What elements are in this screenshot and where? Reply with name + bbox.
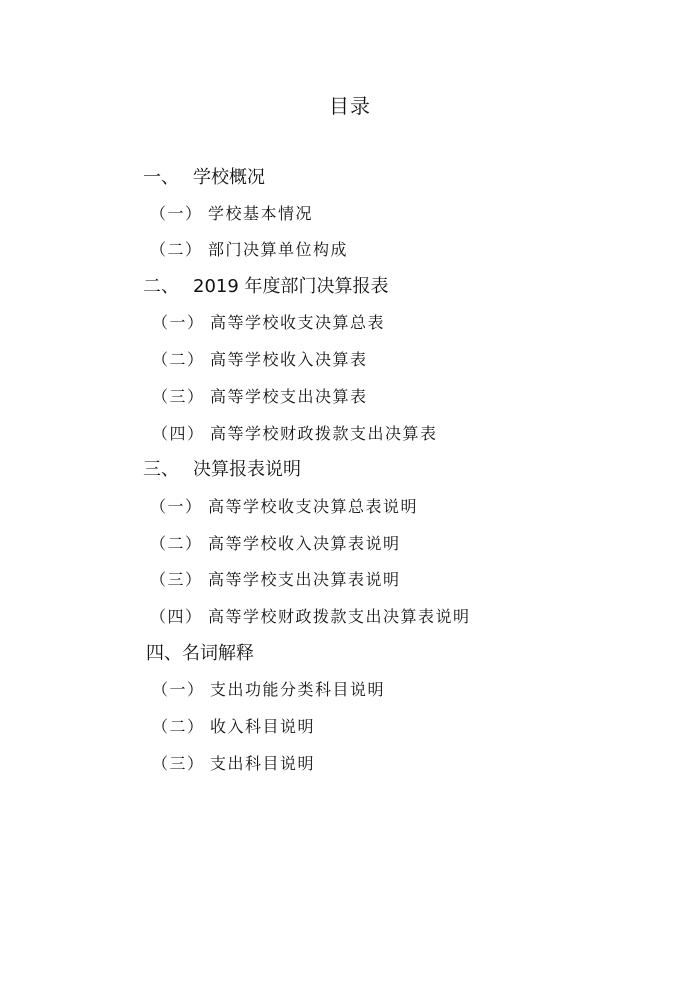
toc-item xyxy=(152,678,385,702)
item-label: 高等学校财政拨款支出决算表说明 xyxy=(208,607,471,626)
toc-item xyxy=(152,348,368,372)
page-title: 目录 xyxy=(329,94,371,118)
section-number: 四、 xyxy=(146,643,182,664)
item-number: （二） xyxy=(152,717,205,736)
item-label: 高等学校财政拨款支出决算表 xyxy=(210,424,438,443)
toc-item xyxy=(152,422,438,446)
item-label: 高等学校收入决算表 xyxy=(210,350,368,369)
item-number: （一） xyxy=(150,497,203,516)
item-number: （一） xyxy=(152,313,205,332)
section-label: 名词解释 xyxy=(182,643,254,664)
toc-item xyxy=(150,568,401,592)
section-number: 一、 xyxy=(143,167,179,188)
item-number: （四） xyxy=(152,424,205,443)
item-number: （三） xyxy=(150,570,203,589)
item-label: 收入科目说明 xyxy=(210,717,316,736)
section-number: 三、 xyxy=(143,459,179,480)
item-number: （二） xyxy=(150,240,203,259)
toc-item xyxy=(152,715,315,739)
item-label: 高等学校收支决算总表说明 xyxy=(208,497,419,516)
toc-item xyxy=(150,202,313,226)
toc-item xyxy=(150,532,401,556)
item-label: 支出功能分类科目说明 xyxy=(210,680,386,699)
item-number: （三） xyxy=(152,754,205,773)
toc-section xyxy=(143,275,389,299)
item-label: 高等学校收支决算总表 xyxy=(210,313,386,332)
section-number: 二、 xyxy=(143,276,179,297)
item-label: 高等学校收入决算表说明 xyxy=(208,534,401,553)
toc-item xyxy=(152,311,385,335)
section-label: 决算报表说明 xyxy=(193,459,301,480)
toc-section xyxy=(146,642,254,666)
item-label: 高等学校支出决算表 xyxy=(210,387,368,406)
toc-item xyxy=(152,752,315,776)
item-number: （三） xyxy=(152,387,205,406)
item-number: （四） xyxy=(150,607,203,626)
item-number: （二） xyxy=(152,350,205,369)
toc-item xyxy=(150,495,418,519)
toc-item xyxy=(152,385,368,409)
toc-section xyxy=(143,458,301,482)
item-label: 高等学校支出决算表说明 xyxy=(208,570,401,589)
item-label: 部门决算单位构成 xyxy=(208,240,349,259)
section-label: 学校概况 xyxy=(193,167,265,188)
item-number: （一） xyxy=(152,680,205,699)
section-label: 2019 年度部门决算报表 xyxy=(193,276,389,297)
toc-item xyxy=(150,238,348,262)
item-label: 支出科目说明 xyxy=(210,754,316,773)
item-number: （二） xyxy=(150,534,203,553)
item-label: 学校基本情况 xyxy=(208,204,314,223)
toc-section xyxy=(143,166,265,190)
toc-item xyxy=(150,605,471,629)
item-number: （一） xyxy=(150,204,203,223)
